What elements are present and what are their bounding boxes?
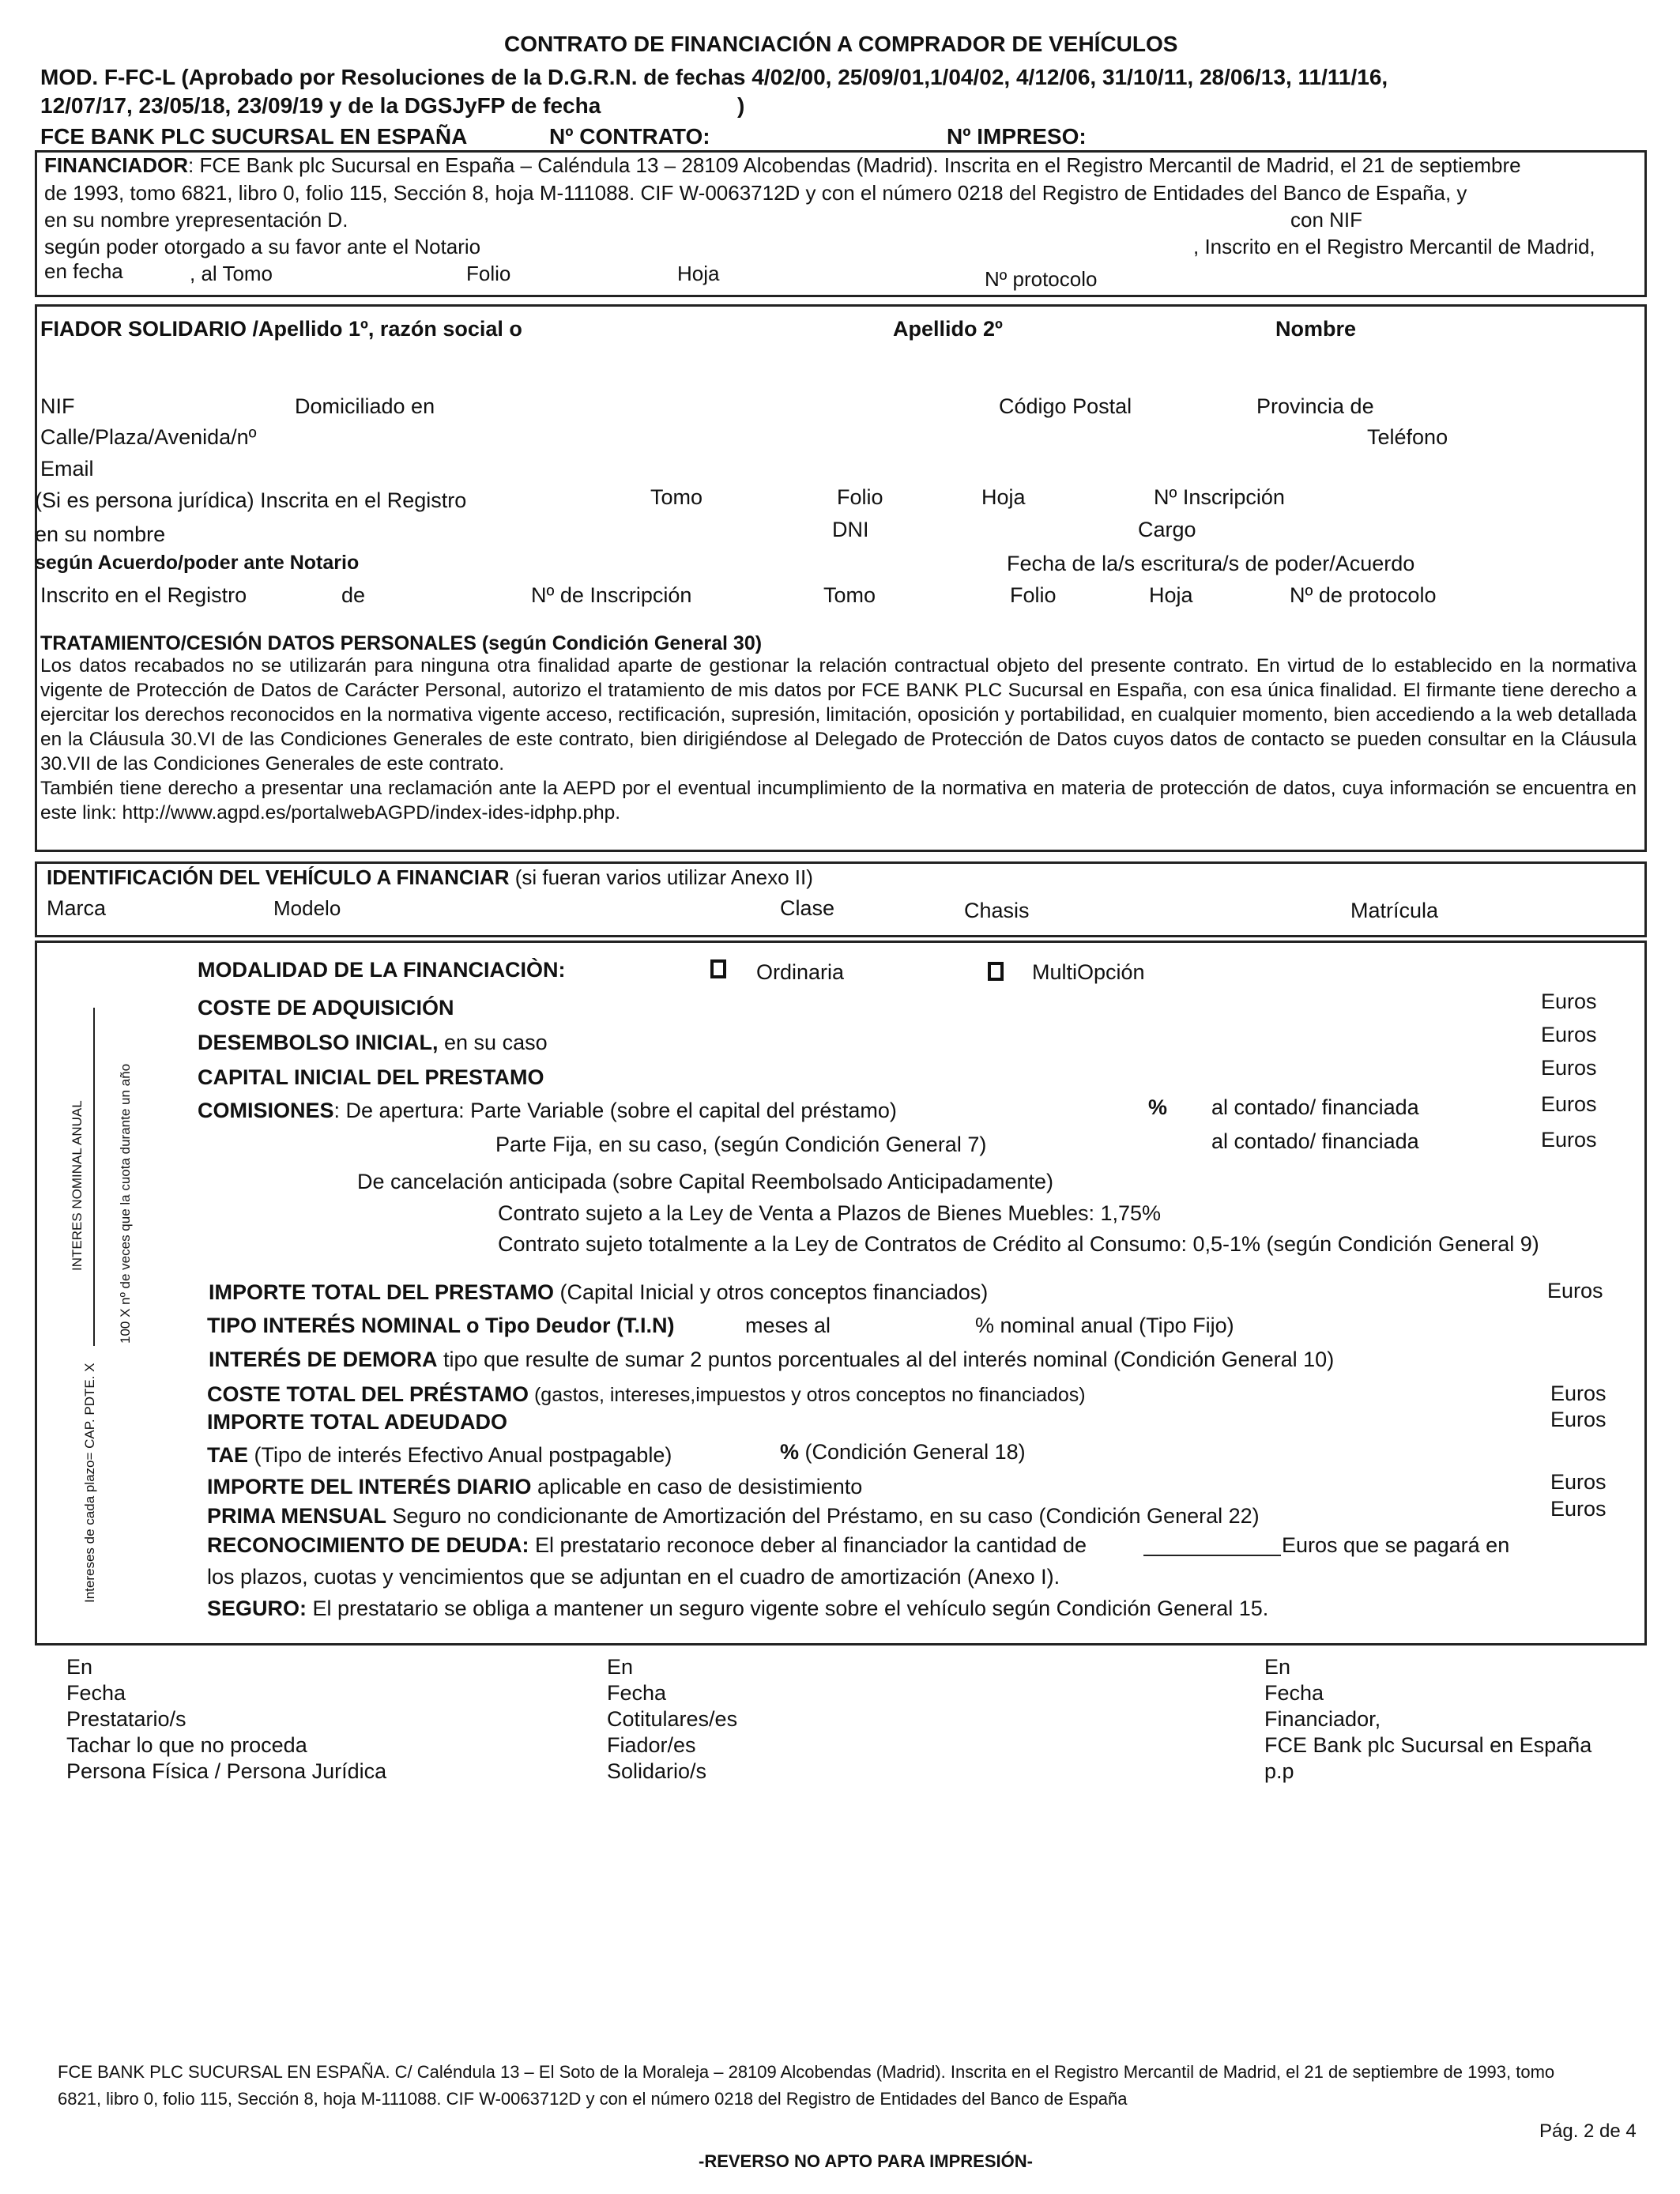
firma-col2-en: En (607, 1655, 634, 1679)
fiador-tomo2-label: Tomo (823, 583, 876, 607)
financiador-line-3: en su nombre yrepresentación D. (44, 208, 348, 232)
financiador-hoja-label: Hoja (677, 262, 720, 285)
tipo-interes-label: TIPO INTERÉS NOMINAL o Tipo Deudor (T.I.N) (207, 1314, 675, 1337)
nominal-anual-label: % nominal anual (Tipo Fijo) (975, 1314, 1234, 1337)
firma-col2-fecha: Fecha (607, 1681, 667, 1705)
interes-diario-label: IMPORTE DEL INTERÉS DIARIO aplicable en caso de desistimiento (207, 1475, 863, 1498)
financiador-folio-label: Folio (466, 262, 511, 285)
cancelacion-label: De cancelación anticipada (sobre Capital Reembolsado Anticipadamente) (357, 1170, 1054, 1193)
document-title: CONTRATO DE FINANCIACIÓN A COMPRADOR DE VEHÍCULOS (504, 32, 1178, 56)
firma-col2-solidario: Solidario/s (607, 1759, 707, 1783)
importe-total-label: IMPORTE TOTAL DEL PRESTAMO (Capital Inicial y otros conceptos financiados) (209, 1280, 989, 1304)
parte-fija-label: Parte Fija, en su caso, (según Condición General 7) (495, 1133, 987, 1156)
fiador-cp-label: Código Postal (999, 394, 1132, 418)
financiador-line-1: FINANCIADOR: FCE Bank plc Sucursal en España – Caléndula 13 – 28109 Alcobendas (Madrid). Inscrita en el Registro Mercantil de Madrid, el 21 de septiembre (44, 153, 1521, 177)
vehiculo-marca-label: Marca (47, 896, 107, 920)
fiador-nombre-label: Nombre (1275, 317, 1357, 341)
reverso-notice: -REVERSO NO APTO PARA IMPRESIÓN- (699, 2151, 1033, 2171)
euros-desembolso: Euros (1541, 1023, 1597, 1046)
firma-col3-fecha: Fecha (1264, 1681, 1324, 1705)
multiopcion-label: MultiOpción (1032, 960, 1145, 984)
coste-adquisicion-label: COSTE DE ADQUISICIÓN (198, 996, 454, 1020)
euros-coste-total: Euros (1550, 1382, 1607, 1405)
fiador-hoja2-label: Hoja (1149, 583, 1193, 607)
firma-col1-tachar: Tachar lo que no proceda (66, 1733, 307, 1757)
financiador-tomo-label: , al Tomo (190, 262, 273, 285)
firma-col3-bank: FCE Bank plc Sucursal en España (1264, 1733, 1592, 1757)
reconocimiento-deuda-label: RECONOCIMIENTO DE DEUDA: El prestatario reconoce deber al financiador la cantidad de (207, 1533, 1087, 1557)
reconocimiento-end: Euros que se pagará en (1282, 1533, 1510, 1557)
fiador-acuerdo-label: según Acuerdo/poder ante Notario (35, 552, 360, 574)
seguro-label: SEGURO: El prestatario se obliga a mantener un seguro vigente sobre el vehículo según Condición General 15. (207, 1596, 1269, 1620)
euros-prima-mensual: Euros (1550, 1497, 1607, 1521)
vehiculo-heading: IDENTIFICACIÓN DEL VEHÍCULO A FINANCIAR (si fueran varios utilizar Anexo II) (47, 865, 813, 889)
firma-fiador (607, 1654, 737, 1785)
fiador-calle-label: Calle/Plaza/Avenida/nº (40, 425, 257, 449)
prima-mensual-label: PRIMA MENSUAL Seguro no condicionante de Amortización del Préstamo, en su caso (Condición General 22) (207, 1504, 1260, 1528)
financiador-protocolo-label: Nº protocolo (985, 267, 1098, 291)
comision-percent-sign: % (1148, 1095, 1168, 1119)
fiador-telefono-label: Teléfono (1367, 425, 1448, 449)
desembolso-label: DESEMBOLSO INICIAL, en su caso (198, 1031, 548, 1054)
financiador-nif-label: con NIF (1290, 208, 1363, 232)
contract-number-label: Nº CONTRATO: (549, 124, 710, 149)
modalidad-label: MODALIDAD DE LA FINANCIACIÒN: (198, 958, 566, 982)
comisiones-apertura-label: COMISIONES: De apertura: Parte Variable (sobre el capital del préstamo) (198, 1099, 897, 1122)
fiador-n-inscripcion-label: Nº de Inscripción (531, 583, 692, 607)
datos-paragraph-2: También tiene derecho a presentar una reclamación ante la AEPD por el eventual incumplimiento de la normativa en materia de protección de datos, cuya información se encuentra en este link: http://www.agpd.es/portalwebAGPD/index-ides-idphp.php. (40, 778, 1637, 824)
vehiculo-chasis-label: Chasis (964, 899, 1030, 922)
fiador-provincia-label: Provincia de (1256, 394, 1374, 418)
model-line-1: MOD. F-FC-L (Aprobado por Resoluciones de la D.G.R.N. de fechas 4/02/00, 25/09/01,1/04/02, 4/12/06, 31/10/11, 28/06/13, 11/11/16, (40, 65, 1388, 89)
euros-adeudado: Euros (1550, 1408, 1607, 1431)
side-fraction-line (93, 1008, 95, 1346)
fiador-apellido2-label: Apellido 2º (893, 317, 1003, 341)
comision-contado-1: al contado/ financiada (1211, 1095, 1419, 1119)
datos-paragraph: Los datos recabados no se utilizarán para ninguna otra finalidad aparte de gestionar la relación contractual objeto del presente contrato. En virtud de lo establecido en la normativa vigente de Protección de Datos de Carácter Personal, autorizo el tratamiento de mis datos por FCE BANK PLC Sucursal en España, con esa única finalidad. El firmante tiene derecho a ejercitar los derechos reconocidos en la normativa vigente acceso, rectificación, supresión, limitación, oposición y portabilidad, en cualquier momento, bien accediendo a la web detallada en la Cláusula 30.VI de las Condiciones Generales de este contrato, bien dirigiéndose al Delegado de Protección de Datos cuyos datos de contacto se pueden consultar en la Cláusula 30.VII de las Condiciones Generales de este contrato. (40, 655, 1637, 775)
ordinaria-checkbox[interactable] (710, 959, 726, 978)
fiador-tomo-label: Tomo (650, 485, 703, 509)
bank-name: FCE BANK PLC SUCURSAL EN ESPAÑA (40, 124, 468, 149)
firma-col2-fiador: Fiador/es (607, 1733, 696, 1757)
footer-line-2: 6821, libro 0, folio 115, Sección 8, hoja M-111088. CIF W-0063712D y con el número 0218 del Registro de Entidades del Banco de España (58, 2089, 1128, 2109)
financiador-fecha-label: en fecha (44, 259, 123, 283)
ordinaria-label: Ordinaria (756, 960, 845, 984)
side-interes-nominal: INTERES NOMINAL ANUAL (70, 1100, 85, 1271)
fiador-hoja-label: Hoja (981, 485, 1026, 509)
datos-heading: TRATAMIENTO/CESIÓN DATOS PERSONALES (según Condición General 30) (40, 632, 763, 654)
firma-col1-en: En (66, 1655, 93, 1679)
multiopcion-checkbox[interactable] (988, 962, 1004, 981)
firma-col3-financiador: Financiador, (1264, 1707, 1381, 1731)
tae-condicion: % (Condición General 18) (780, 1440, 1026, 1464)
fiador-inscripcion-label: Nº Inscripción (1154, 485, 1285, 509)
reconocimiento-amount-line[interactable] (1143, 1555, 1281, 1556)
vehiculo-modelo-label: Modelo (273, 896, 341, 920)
tae-label: TAE (Tipo de interés Efectivo Anual postpagable) (207, 1443, 672, 1467)
euros-importe-total: Euros (1547, 1279, 1603, 1302)
side-100-veces: 100 X nº de veces que la cuota durante un año (118, 1063, 133, 1344)
firma-col1-prestatario: Prestatario/s (66, 1707, 186, 1731)
fiador-en-nombre-label: en su nombre (35, 522, 166, 546)
meses-label: meses al (745, 1314, 831, 1337)
ley-venta-plazos: Contrato sujeto a la Ley de Venta a Plazos de Bienes Muebles: 1,75% (498, 1201, 1162, 1225)
fiador-cargo-label: Cargo (1138, 518, 1196, 541)
fiador-fecha-escritura-label: Fecha de la/s escritura/s de poder/Acuerdo (1007, 552, 1415, 575)
euros-comision-variable: Euros (1541, 1092, 1597, 1116)
side-intereses-cada-plazo: Intereses de cada plazo= CAP. PDTE. X (82, 1363, 97, 1603)
firma-financiador (1264, 1654, 1591, 1785)
fiador-domicilio-label: Domiciliado en (295, 394, 435, 418)
capital-inicial-label: CAPITAL INICIAL DEL PRESTAMO (198, 1065, 544, 1089)
financiador-registro: , Inscrito en el Registro Mercantil de Madrid, (1193, 235, 1595, 258)
reconocimiento-line-2: los plazos, cuotas y vencimientos que se adjuntan en el cuadro de amortización (Anexo I). (207, 1565, 1060, 1589)
fiador-juridica-label: (Si es persona jurídica) Inscrita en el Registro (35, 488, 467, 512)
financiador-label: FINANCIADOR (44, 153, 188, 177)
demora-label: INTERÉS DE DEMORA tipo que resulte de sumar 2 puntos porcentuales al del interés nominal (Condición General 10) (209, 1348, 1335, 1371)
print-number-label: Nº IMPRESO: (947, 124, 1087, 149)
euros-comision-fija: Euros (1541, 1128, 1597, 1152)
euros-interes-diario: Euros (1550, 1470, 1607, 1494)
comision-contado-2: al contado/ financiada (1211, 1129, 1419, 1153)
euros-capital-inicial: Euros (1541, 1056, 1597, 1080)
fiador-de-label: de (341, 583, 366, 607)
fiador-inscrito-label: Inscrito en el Registro (40, 583, 247, 607)
coste-total-label: COSTE TOTAL DEL PRÉSTAMO (gastos, intereses,impuestos y otros conceptos no financiados) (207, 1382, 1086, 1406)
fiador-folio-label: Folio (837, 485, 883, 509)
model-line-close: ) (737, 93, 745, 118)
vehiculo-clase-label: Clase (780, 896, 835, 920)
fiador-heading: FIADOR SOLIDARIO /Apellido 1º, razón social o (40, 317, 522, 341)
fiador-nif-label: NIF (40, 394, 75, 418)
euros-coste-adquisicion: Euros (1541, 990, 1597, 1013)
firma-col3-en: En (1264, 1655, 1291, 1679)
fiador-dni-label: DNI (832, 518, 869, 541)
firma-col2-cotitulares: Cotitulares/es (607, 1707, 738, 1731)
footer-line-1: FCE BANK PLC SUCURSAL EN ESPAÑA. C/ Caléndula 13 – El Soto de la Moraleja – 28109 Alcobendas (Madrid). Inscrita en el Registro Mercantil de Madrid, el 21 de septiembre de 1993, tomo (58, 2062, 1555, 2082)
fiador-email-label: Email (40, 457, 94, 481)
firma-col1-persona: Persona Física / Persona Jurídica (66, 1759, 387, 1783)
financiador-line-2: de 1993, tomo 6821, libro 0, folio 115, Sección 8, hoja M-111088. CIF W-0063712D y con el número 0218 del Registro de Entidades del Banco de España, y (44, 181, 1467, 205)
financiador-line-4: según poder otorgado a su favor ante el Notario (44, 235, 481, 258)
model-line-2: 12/07/17, 23/05/18, 23/09/19 y de la DGSJyFP de fecha (40, 93, 601, 118)
page-number: Pág. 2 de 4 (1539, 2120, 1637, 2142)
adeudado-label: IMPORTE TOTAL ADEUDADO (207, 1410, 508, 1434)
vehiculo-matricula-label: Matrícula (1350, 899, 1439, 922)
firma-col1-fecha: Fecha (66, 1681, 126, 1705)
firma-col3-pp: p.p (1264, 1759, 1294, 1783)
fiador-protocolo-label: Nº de protocolo (1290, 583, 1437, 607)
ley-credito-consumo: Contrato sujeto totalmente a la Ley de Contratos de Crédito al Consumo: 0,5-1% (según Condición General 9) (498, 1232, 1539, 1256)
firma-prestatario (66, 1654, 386, 1785)
fiador-folio2-label: Folio (1010, 583, 1057, 607)
